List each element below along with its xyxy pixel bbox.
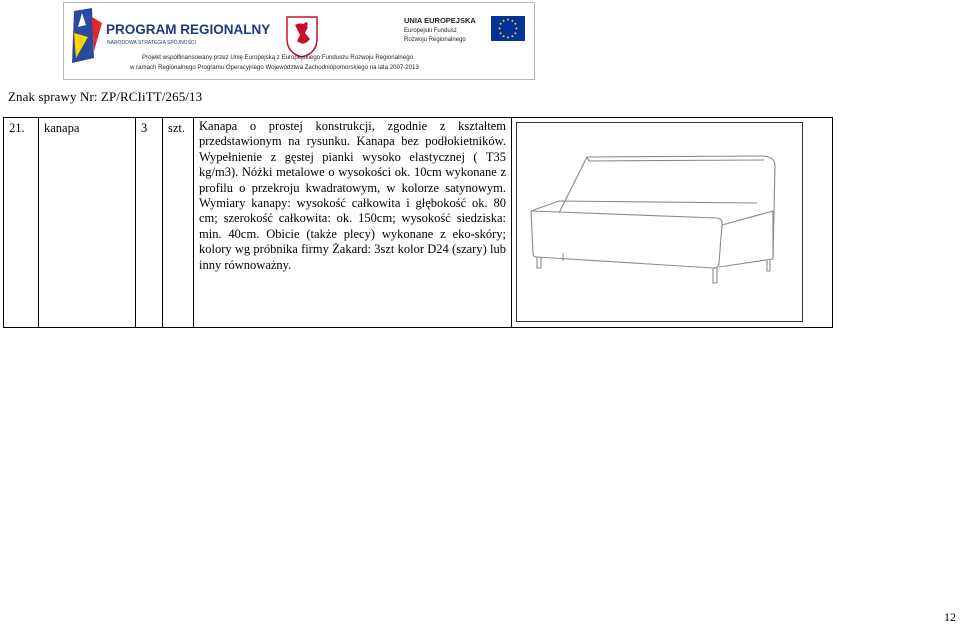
sofa-image-frame xyxy=(516,122,803,322)
eu-fund-line1: Europejski Fundusz xyxy=(404,28,457,34)
funding-line2: w ramach Regionalnego Programu Operacyjnego Województwa Zachodniopomorskiego na lata 2007-2013 xyxy=(130,64,419,71)
item-image-cell xyxy=(512,118,833,328)
program-title: PROGRAM REGIONALNY xyxy=(106,22,271,37)
table-row xyxy=(4,118,833,328)
eu-title: UNIA EUROPEJSKA xyxy=(404,16,476,25)
eu-flag xyxy=(491,16,525,41)
item-quantity: 3 xyxy=(136,118,163,328)
funding-line1: Projekt współfinansowany przez Unię Europejską z Europejskiego Funduszu Rozwoju Regionalnego xyxy=(142,54,413,61)
header-banner xyxy=(63,2,535,80)
item-description: Kanapa o prostej konstrukcji, zgodnie z kształtem przedstawionym na rysunku. Kanapa bez podłokietników. Wypełnienie z gęstej pianki wysoko elastycznej ( T35 kg/m3). Nóżki metalowe o wysokości ok. 10cm wykonane z profilu o przekroju kwadratowym, w kolorze satynowym. Wymiary kanapy: wysokość całkowita i głębokość ok. 80 cm; szerokość całkowita: ok. 150cm; wysokość siedziska: min. 40cm. Obicie (także plecy) wykonane z eko-skóry; kolory wg próbnika firmy Żakard: 3szt kolor D24 (szary) lub inny równoważny. xyxy=(194,118,512,328)
item-number: 21. xyxy=(4,118,39,328)
page-number: 12 xyxy=(944,610,956,624)
eu-fund-line2: Rozwoju Regionalnego xyxy=(404,37,466,43)
program-regionalny-emblem xyxy=(72,8,102,63)
program-subtitle: NARODOWA STRATEGIA SPÓJNOŚCI xyxy=(107,40,196,46)
header-logos xyxy=(64,3,536,81)
sofa-drawing xyxy=(517,123,802,321)
coat-of-arms xyxy=(287,17,317,57)
spec-table xyxy=(3,117,833,328)
item-unit: szt. xyxy=(163,118,194,328)
item-name: kanapa xyxy=(39,118,136,328)
case-reference: Znak sprawy Nr: ZP/RCIiTT/265/13 xyxy=(8,89,203,104)
